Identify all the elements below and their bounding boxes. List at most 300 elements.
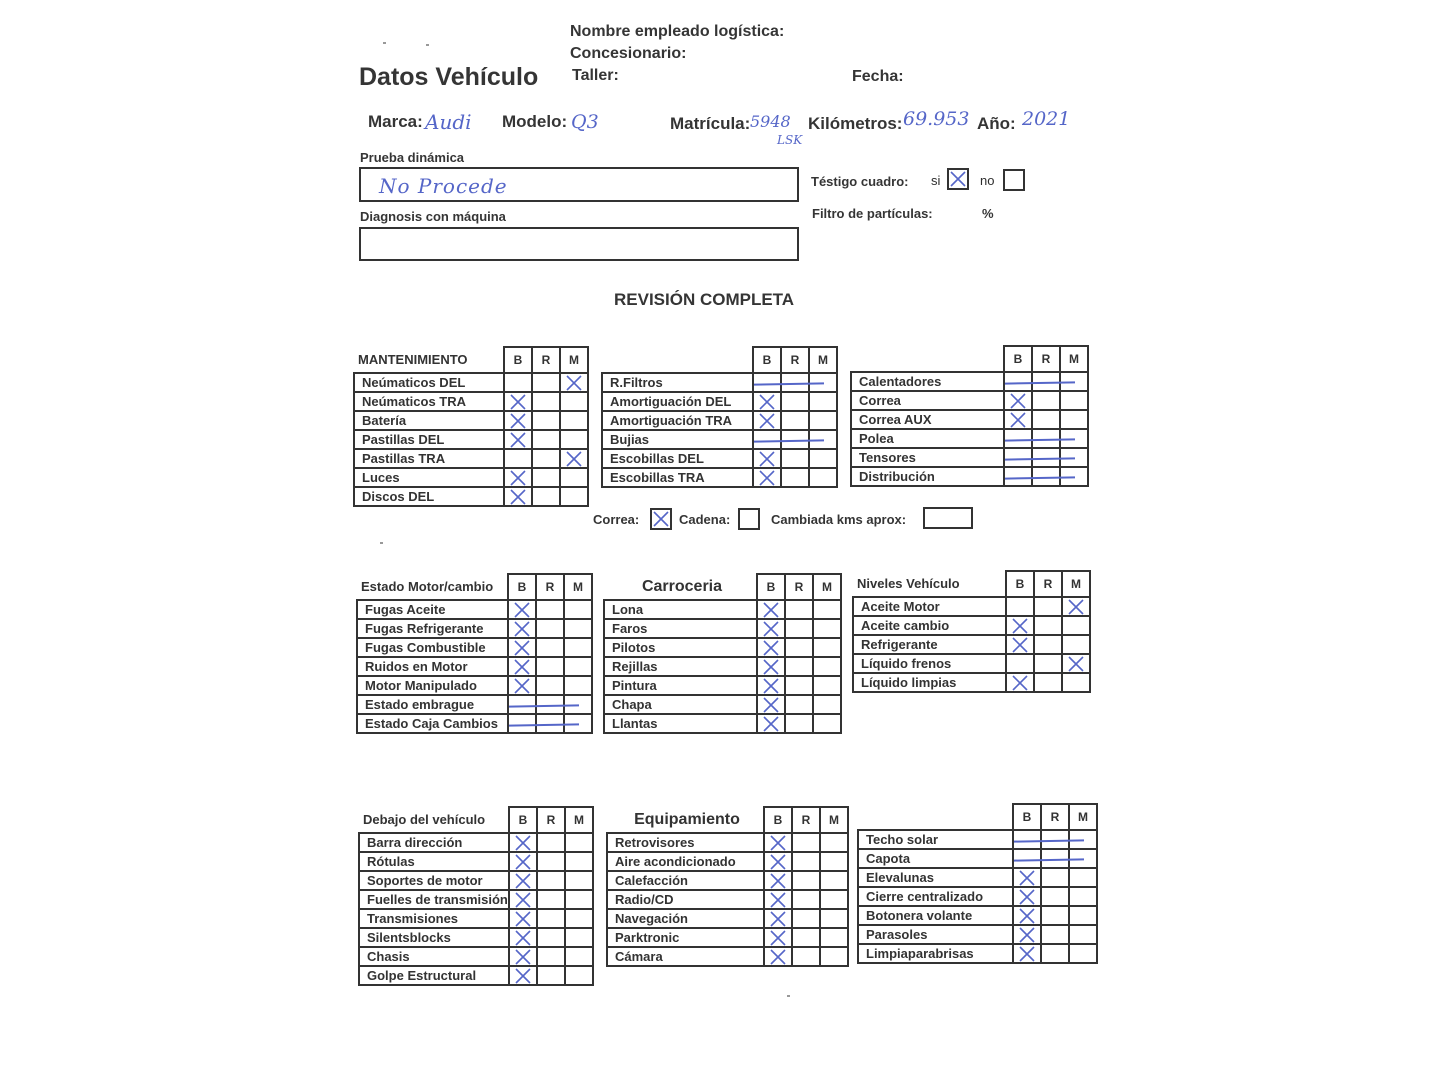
grade-cell-b[interactable] bbox=[1013, 925, 1041, 944]
grade-cell-m[interactable] bbox=[820, 909, 848, 928]
table-equipamiento bbox=[606, 806, 849, 967]
table-row bbox=[602, 430, 837, 449]
x-mark-icon bbox=[769, 853, 787, 871]
x-mark-icon bbox=[514, 910, 532, 928]
grade-cell-b[interactable] bbox=[508, 600, 536, 619]
correa-checkbox[interactable] bbox=[650, 508, 672, 530]
grade-cell-b[interactable] bbox=[757, 638, 785, 657]
grade-cell-b[interactable] bbox=[1013, 887, 1041, 906]
x-mark-icon bbox=[509, 431, 527, 449]
grade-cell-m[interactable] bbox=[820, 852, 848, 871]
grade-cell-m[interactable] bbox=[565, 833, 593, 852]
grade-cell-b[interactable] bbox=[504, 487, 532, 506]
grade-cell-m[interactable] bbox=[813, 714, 841, 733]
grade-cell-r[interactable] bbox=[537, 833, 565, 852]
grade-cell-r[interactable] bbox=[532, 449, 560, 468]
grade-cell-m[interactable] bbox=[820, 928, 848, 947]
grade-cell-r[interactable] bbox=[1032, 372, 1060, 391]
grade-cell-m[interactable] bbox=[1069, 925, 1097, 944]
grade-cell-m[interactable] bbox=[809, 392, 837, 411]
grade-cell-r[interactable] bbox=[537, 852, 565, 871]
grade-cell-m[interactable] bbox=[1069, 868, 1097, 887]
row-label: Elevalunas bbox=[858, 868, 1013, 887]
table-row bbox=[357, 676, 592, 695]
grade-cell-m[interactable] bbox=[564, 714, 592, 733]
grade-cell-b[interactable] bbox=[753, 373, 781, 392]
grade-cell-r[interactable] bbox=[532, 468, 560, 487]
table-title: Estado Motor/cambio bbox=[361, 579, 494, 594]
grade-cell-r[interactable] bbox=[1041, 830, 1069, 849]
grade-cell-r[interactable] bbox=[792, 890, 820, 909]
marca-value: Audi bbox=[425, 110, 472, 134]
row-label: Calefacción bbox=[607, 871, 764, 890]
grade-cell-b[interactable] bbox=[509, 852, 537, 871]
table-row bbox=[607, 871, 848, 890]
table-row bbox=[359, 833, 593, 852]
grade-cell-r[interactable] bbox=[1032, 448, 1060, 467]
grade-cell-r[interactable] bbox=[536, 695, 564, 714]
grade-cell-b[interactable] bbox=[757, 657, 785, 676]
testigo-no-checkbox[interactable] bbox=[1003, 169, 1025, 191]
grade-cell-m[interactable] bbox=[1069, 830, 1097, 849]
header-m: M bbox=[1069, 804, 1097, 830]
grade-cell-b[interactable] bbox=[1004, 429, 1032, 448]
grade-cell-r[interactable] bbox=[1032, 429, 1060, 448]
grade-cell-m[interactable] bbox=[1062, 635, 1090, 654]
grade-cell-m[interactable] bbox=[813, 676, 841, 695]
grade-cell-r[interactable] bbox=[532, 487, 560, 506]
grade-cell-r[interactable] bbox=[792, 833, 820, 852]
grade-cell-m[interactable] bbox=[1060, 372, 1088, 391]
grade-cell-r[interactable] bbox=[536, 714, 564, 733]
grade-cell-r[interactable] bbox=[785, 714, 813, 733]
table-title: MANTENIMIENTO bbox=[358, 352, 468, 367]
x-mark-icon bbox=[1018, 926, 1036, 944]
table-row bbox=[851, 391, 1088, 410]
table-row bbox=[858, 925, 1097, 944]
grade-cell-r[interactable] bbox=[785, 619, 813, 638]
table-row bbox=[853, 616, 1090, 635]
x-mark-icon bbox=[514, 967, 532, 985]
grade-cell-b[interactable] bbox=[508, 619, 536, 638]
grade-cell-m[interactable] bbox=[1060, 429, 1088, 448]
grade-cell-r[interactable] bbox=[781, 392, 809, 411]
grade-cell-m[interactable] bbox=[820, 890, 848, 909]
grade-cell-m[interactable] bbox=[565, 909, 593, 928]
table-row bbox=[359, 966, 593, 985]
table-row bbox=[354, 449, 588, 468]
grade-cell-b[interactable] bbox=[753, 392, 781, 411]
grade-cell-r[interactable] bbox=[536, 638, 564, 657]
grade-cell-r[interactable] bbox=[1041, 925, 1069, 944]
grade-cell-m[interactable] bbox=[1060, 410, 1088, 429]
table-row bbox=[354, 430, 588, 449]
grade-cell-m[interactable] bbox=[820, 833, 848, 852]
grade-cell-b[interactable] bbox=[508, 695, 536, 714]
header-b: B bbox=[764, 807, 792, 833]
grade-cell-b[interactable] bbox=[1006, 673, 1034, 692]
grade-cell-b[interactable] bbox=[757, 695, 785, 714]
grade-cell-r[interactable] bbox=[1032, 410, 1060, 429]
x-mark-icon bbox=[769, 948, 787, 966]
header-m: M bbox=[560, 347, 588, 373]
grade-cell-m[interactable] bbox=[820, 947, 848, 966]
grade-cell-r[interactable] bbox=[532, 392, 560, 411]
row-label: Soportes de motor bbox=[359, 871, 509, 890]
grade-cell-r[interactable] bbox=[781, 468, 809, 487]
grade-cell-r[interactable] bbox=[537, 890, 565, 909]
row-label: Correa AUX bbox=[851, 410, 1004, 429]
grade-cell-r[interactable] bbox=[537, 966, 565, 985]
grade-cell-m[interactable] bbox=[820, 871, 848, 890]
grade-cell-b[interactable] bbox=[757, 619, 785, 638]
grade-cell-b[interactable] bbox=[509, 833, 537, 852]
testigo-no-label: no bbox=[980, 173, 995, 188]
grade-cell-b[interactable] bbox=[753, 449, 781, 468]
grade-cell-b[interactable] bbox=[1006, 654, 1034, 673]
modelo-label: Modelo: bbox=[502, 112, 568, 131]
prueba-dinamica-field[interactable] bbox=[359, 167, 799, 202]
grade-cell-m[interactable] bbox=[564, 695, 592, 714]
grade-cell-m[interactable] bbox=[1062, 673, 1090, 692]
grade-cell-b[interactable] bbox=[1006, 635, 1034, 654]
grade-cell-m[interactable] bbox=[564, 657, 592, 676]
grade-cell-b[interactable] bbox=[1004, 410, 1032, 429]
table-row bbox=[858, 868, 1097, 887]
grade-cell-m[interactable] bbox=[565, 928, 593, 947]
grade-cell-b[interactable] bbox=[757, 600, 785, 619]
grade-cell-r[interactable] bbox=[792, 852, 820, 871]
table-row bbox=[607, 890, 848, 909]
row-label: Escobillas TRA bbox=[602, 468, 753, 487]
x-mark-icon bbox=[513, 601, 531, 619]
grade-cell-b[interactable] bbox=[504, 411, 532, 430]
grade-cell-r[interactable] bbox=[785, 695, 813, 714]
grade-cell-b[interactable] bbox=[757, 714, 785, 733]
grade-cell-m[interactable] bbox=[565, 890, 593, 909]
row-label: Parasoles bbox=[858, 925, 1013, 944]
grade-cell-b[interactable] bbox=[504, 449, 532, 468]
grade-cell-b[interactable] bbox=[764, 909, 792, 928]
grade-cell-r[interactable] bbox=[792, 928, 820, 947]
grade-cell-r[interactable] bbox=[781, 373, 809, 392]
grade-cell-r[interactable] bbox=[1041, 906, 1069, 925]
table-row bbox=[354, 373, 588, 392]
grade-cell-r[interactable] bbox=[785, 600, 813, 619]
grade-cell-m[interactable] bbox=[560, 468, 588, 487]
grade-cell-m[interactable] bbox=[809, 373, 837, 392]
x-mark-icon bbox=[758, 393, 776, 411]
x-mark-icon bbox=[762, 696, 780, 714]
grade-cell-b[interactable] bbox=[1004, 391, 1032, 410]
grade-cell-r[interactable] bbox=[1032, 467, 1060, 486]
row-label: Pilotos bbox=[604, 638, 757, 657]
grade-cell-b[interactable] bbox=[1013, 868, 1041, 887]
scan-speck bbox=[426, 44, 429, 46]
grade-cell-b[interactable] bbox=[509, 890, 537, 909]
grade-cell-m[interactable] bbox=[1062, 616, 1090, 635]
cadena-label: Cadena: bbox=[679, 512, 731, 527]
row-label: Pintura bbox=[604, 676, 757, 695]
grade-cell-b[interactable] bbox=[757, 676, 785, 695]
grade-cell-b[interactable] bbox=[504, 430, 532, 449]
header-r: R bbox=[1041, 804, 1069, 830]
grade-cell-r[interactable] bbox=[1034, 673, 1062, 692]
grade-cell-m[interactable] bbox=[565, 871, 593, 890]
grade-cell-r[interactable] bbox=[537, 928, 565, 947]
x-mark-icon bbox=[514, 891, 532, 909]
grade-cell-r[interactable] bbox=[792, 909, 820, 928]
grade-cell-m[interactable] bbox=[809, 468, 837, 487]
table-row bbox=[354, 487, 588, 506]
table-row bbox=[357, 619, 592, 638]
grade-cell-b[interactable] bbox=[764, 852, 792, 871]
scan-speck bbox=[787, 995, 790, 997]
grade-cell-b[interactable] bbox=[764, 890, 792, 909]
grade-cell-m[interactable] bbox=[809, 411, 837, 430]
grade-cell-m[interactable] bbox=[560, 430, 588, 449]
grade-cell-m[interactable] bbox=[560, 373, 588, 392]
grade-cell-b[interactable] bbox=[753, 430, 781, 449]
header-r: R bbox=[532, 347, 560, 373]
grade-cell-m[interactable] bbox=[1060, 448, 1088, 467]
grade-cell-b[interactable] bbox=[1004, 467, 1032, 486]
table-row bbox=[604, 657, 841, 676]
grade-cell-r[interactable] bbox=[1034, 654, 1062, 673]
grade-cell-r[interactable] bbox=[1041, 944, 1069, 963]
grade-cell-b[interactable] bbox=[1006, 597, 1034, 616]
grade-cell-m[interactable] bbox=[560, 449, 588, 468]
grade-cell-r[interactable] bbox=[1034, 597, 1062, 616]
grade-cell-r[interactable] bbox=[537, 871, 565, 890]
row-label: Escobillas DEL bbox=[602, 449, 753, 468]
grade-cell-m[interactable] bbox=[564, 676, 592, 695]
grade-cell-r[interactable] bbox=[1041, 887, 1069, 906]
grade-cell-r[interactable] bbox=[781, 449, 809, 468]
table-row bbox=[604, 638, 841, 657]
table-carroceria bbox=[603, 573, 842, 734]
kilometros-value: 69.953 bbox=[903, 108, 970, 130]
x-mark-icon bbox=[513, 639, 531, 657]
grade-cell-b[interactable] bbox=[753, 468, 781, 487]
table-row bbox=[858, 887, 1097, 906]
table-row bbox=[357, 714, 592, 733]
grade-cell-b[interactable] bbox=[509, 871, 537, 890]
grade-cell-b[interactable] bbox=[508, 676, 536, 695]
table-row bbox=[602, 449, 837, 468]
modelo-value: Q3 bbox=[571, 111, 599, 133]
grade-cell-m[interactable] bbox=[1069, 887, 1097, 906]
grade-cell-m[interactable] bbox=[564, 619, 592, 638]
table-calentadores bbox=[850, 345, 1089, 487]
grade-cell-r[interactable] bbox=[532, 373, 560, 392]
grade-cell-b[interactable] bbox=[508, 657, 536, 676]
grade-cell-r[interactable] bbox=[532, 430, 560, 449]
grade-cell-m[interactable] bbox=[813, 638, 841, 657]
row-label: Parktronic bbox=[607, 928, 764, 947]
header-b: B bbox=[1004, 346, 1032, 372]
row-label: Amortiguación DEL bbox=[602, 392, 753, 411]
row-label: Motor Manipulado bbox=[357, 676, 508, 695]
table-row bbox=[858, 944, 1097, 963]
header-b: B bbox=[504, 347, 532, 373]
grade-cell-b[interactable] bbox=[1013, 849, 1041, 868]
grade-cell-m[interactable] bbox=[560, 411, 588, 430]
cambiada-kms-field[interactable] bbox=[923, 507, 973, 529]
grade-cell-b[interactable] bbox=[1013, 944, 1041, 963]
row-label: Fuelles de transmisión bbox=[359, 890, 509, 909]
grade-cell-m[interactable] bbox=[1069, 906, 1097, 925]
row-label: Navegación bbox=[607, 909, 764, 928]
table-title: Niveles Vehículo bbox=[857, 576, 960, 591]
table-row bbox=[851, 429, 1088, 448]
grade-cell-m[interactable] bbox=[565, 966, 593, 985]
row-label: Radio/CD bbox=[607, 890, 764, 909]
grade-cell-b[interactable] bbox=[1013, 906, 1041, 925]
grade-cell-b[interactable] bbox=[1004, 448, 1032, 467]
grade-cell-m[interactable] bbox=[1060, 467, 1088, 486]
x-mark-icon bbox=[769, 910, 787, 928]
grade-cell-m[interactable] bbox=[560, 487, 588, 506]
table-row bbox=[851, 448, 1088, 467]
grade-cell-r[interactable] bbox=[536, 619, 564, 638]
grade-cell-b[interactable] bbox=[509, 947, 537, 966]
grade-cell-r[interactable] bbox=[536, 676, 564, 695]
grade-cell-b[interactable] bbox=[1013, 830, 1041, 849]
grade-cell-m[interactable] bbox=[813, 600, 841, 619]
grade-cell-b[interactable] bbox=[508, 714, 536, 733]
grade-cell-b[interactable] bbox=[1006, 616, 1034, 635]
grade-cell-m[interactable] bbox=[1069, 944, 1097, 963]
grade-cell-b[interactable] bbox=[509, 966, 537, 985]
grade-cell-m[interactable] bbox=[1060, 391, 1088, 410]
grade-cell-r[interactable] bbox=[1034, 635, 1062, 654]
x-mark-icon bbox=[514, 834, 532, 852]
grade-cell-r[interactable] bbox=[781, 430, 809, 449]
header-r: R bbox=[537, 807, 565, 833]
diagnosis-field[interactable] bbox=[359, 227, 799, 261]
grade-cell-m[interactable] bbox=[809, 449, 837, 468]
header-m: M bbox=[565, 807, 593, 833]
grade-cell-m[interactable] bbox=[564, 600, 592, 619]
x-mark-icon bbox=[565, 450, 583, 468]
grade-cell-r[interactable] bbox=[785, 638, 813, 657]
grade-cell-m[interactable] bbox=[1069, 849, 1097, 868]
grade-cell-b[interactable] bbox=[764, 871, 792, 890]
x-mark-icon bbox=[513, 658, 531, 676]
header-m: M bbox=[1060, 346, 1088, 372]
grade-cell-r[interactable] bbox=[785, 676, 813, 695]
x-mark-icon bbox=[513, 677, 531, 695]
row-label: Barra dirección bbox=[359, 833, 509, 852]
grade-cell-r[interactable] bbox=[781, 411, 809, 430]
grade-cell-b[interactable] bbox=[504, 468, 532, 487]
row-label: Correa bbox=[851, 391, 1004, 410]
row-label: Neúmaticos DEL bbox=[354, 373, 504, 392]
table-row bbox=[602, 392, 837, 411]
grade-cell-m[interactable] bbox=[565, 852, 593, 871]
testigo-si-checkbox[interactable] bbox=[947, 168, 969, 190]
row-label: Polea bbox=[851, 429, 1004, 448]
grade-cell-m[interactable] bbox=[813, 695, 841, 714]
grade-cell-r[interactable] bbox=[785, 657, 813, 676]
x-mark-icon bbox=[769, 872, 787, 890]
row-label: Batería bbox=[354, 411, 504, 430]
grade-cell-r[interactable] bbox=[537, 909, 565, 928]
grade-cell-b[interactable] bbox=[508, 638, 536, 657]
grade-cell-r[interactable] bbox=[537, 947, 565, 966]
grade-cell-m[interactable] bbox=[813, 657, 841, 676]
x-mark-icon bbox=[514, 853, 532, 871]
grade-cell-m[interactable] bbox=[1062, 597, 1090, 616]
grade-cell-m[interactable] bbox=[564, 638, 592, 657]
row-label: Botonera volante bbox=[858, 906, 1013, 925]
x-mark-icon bbox=[1009, 411, 1027, 429]
grade-cell-b[interactable] bbox=[504, 373, 532, 392]
x-mark-icon bbox=[514, 929, 532, 947]
grade-cell-b[interactable] bbox=[1004, 372, 1032, 391]
table-row bbox=[359, 852, 593, 871]
x-mark-icon bbox=[1067, 655, 1085, 673]
fecha-label: Fecha: bbox=[852, 68, 904, 85]
grade-cell-b[interactable] bbox=[753, 411, 781, 430]
table-row bbox=[851, 410, 1088, 429]
grade-cell-m[interactable] bbox=[1062, 654, 1090, 673]
grade-cell-m[interactable] bbox=[813, 619, 841, 638]
header-m: M bbox=[820, 807, 848, 833]
x-mark-icon bbox=[514, 948, 532, 966]
table-row bbox=[853, 635, 1090, 654]
grade-cell-r[interactable] bbox=[792, 947, 820, 966]
grade-cell-b[interactable] bbox=[509, 928, 537, 947]
grade-cell-r[interactable] bbox=[536, 600, 564, 619]
x-mark-icon bbox=[1011, 674, 1029, 692]
x-mark-icon bbox=[758, 469, 776, 487]
row-label: Aire acondicionado bbox=[607, 852, 764, 871]
row-label: Líquido frenos bbox=[853, 654, 1006, 673]
table-estado-motor bbox=[356, 573, 593, 734]
grade-cell-r[interactable] bbox=[792, 871, 820, 890]
cadena-checkbox[interactable] bbox=[738, 508, 760, 530]
grade-cell-r[interactable] bbox=[532, 411, 560, 430]
row-label: Llantas bbox=[604, 714, 757, 733]
grade-cell-b[interactable] bbox=[764, 833, 792, 852]
x-mark-icon bbox=[565, 374, 583, 392]
grade-cell-r[interactable] bbox=[1041, 868, 1069, 887]
grade-cell-b[interactable] bbox=[504, 392, 532, 411]
grade-cell-r[interactable] bbox=[1032, 391, 1060, 410]
grade-cell-m[interactable] bbox=[565, 947, 593, 966]
table-row bbox=[357, 657, 592, 676]
table-row bbox=[359, 871, 593, 890]
grade-cell-m[interactable] bbox=[809, 430, 837, 449]
grade-cell-r[interactable] bbox=[1041, 849, 1069, 868]
table-row bbox=[607, 928, 848, 947]
table-row bbox=[357, 600, 592, 619]
grade-cell-r[interactable] bbox=[1034, 616, 1062, 635]
grade-cell-b[interactable] bbox=[764, 947, 792, 966]
x-mark-icon bbox=[1018, 945, 1036, 963]
table-row bbox=[858, 849, 1097, 868]
grade-cell-m[interactable] bbox=[560, 392, 588, 411]
table-row bbox=[604, 695, 841, 714]
grade-cell-b[interactable] bbox=[509, 909, 537, 928]
x-mark-icon bbox=[1018, 869, 1036, 887]
grade-cell-r[interactable] bbox=[536, 657, 564, 676]
header-m: M bbox=[809, 347, 837, 373]
grade-cell-b[interactable] bbox=[764, 928, 792, 947]
x-mark-icon bbox=[509, 488, 527, 506]
